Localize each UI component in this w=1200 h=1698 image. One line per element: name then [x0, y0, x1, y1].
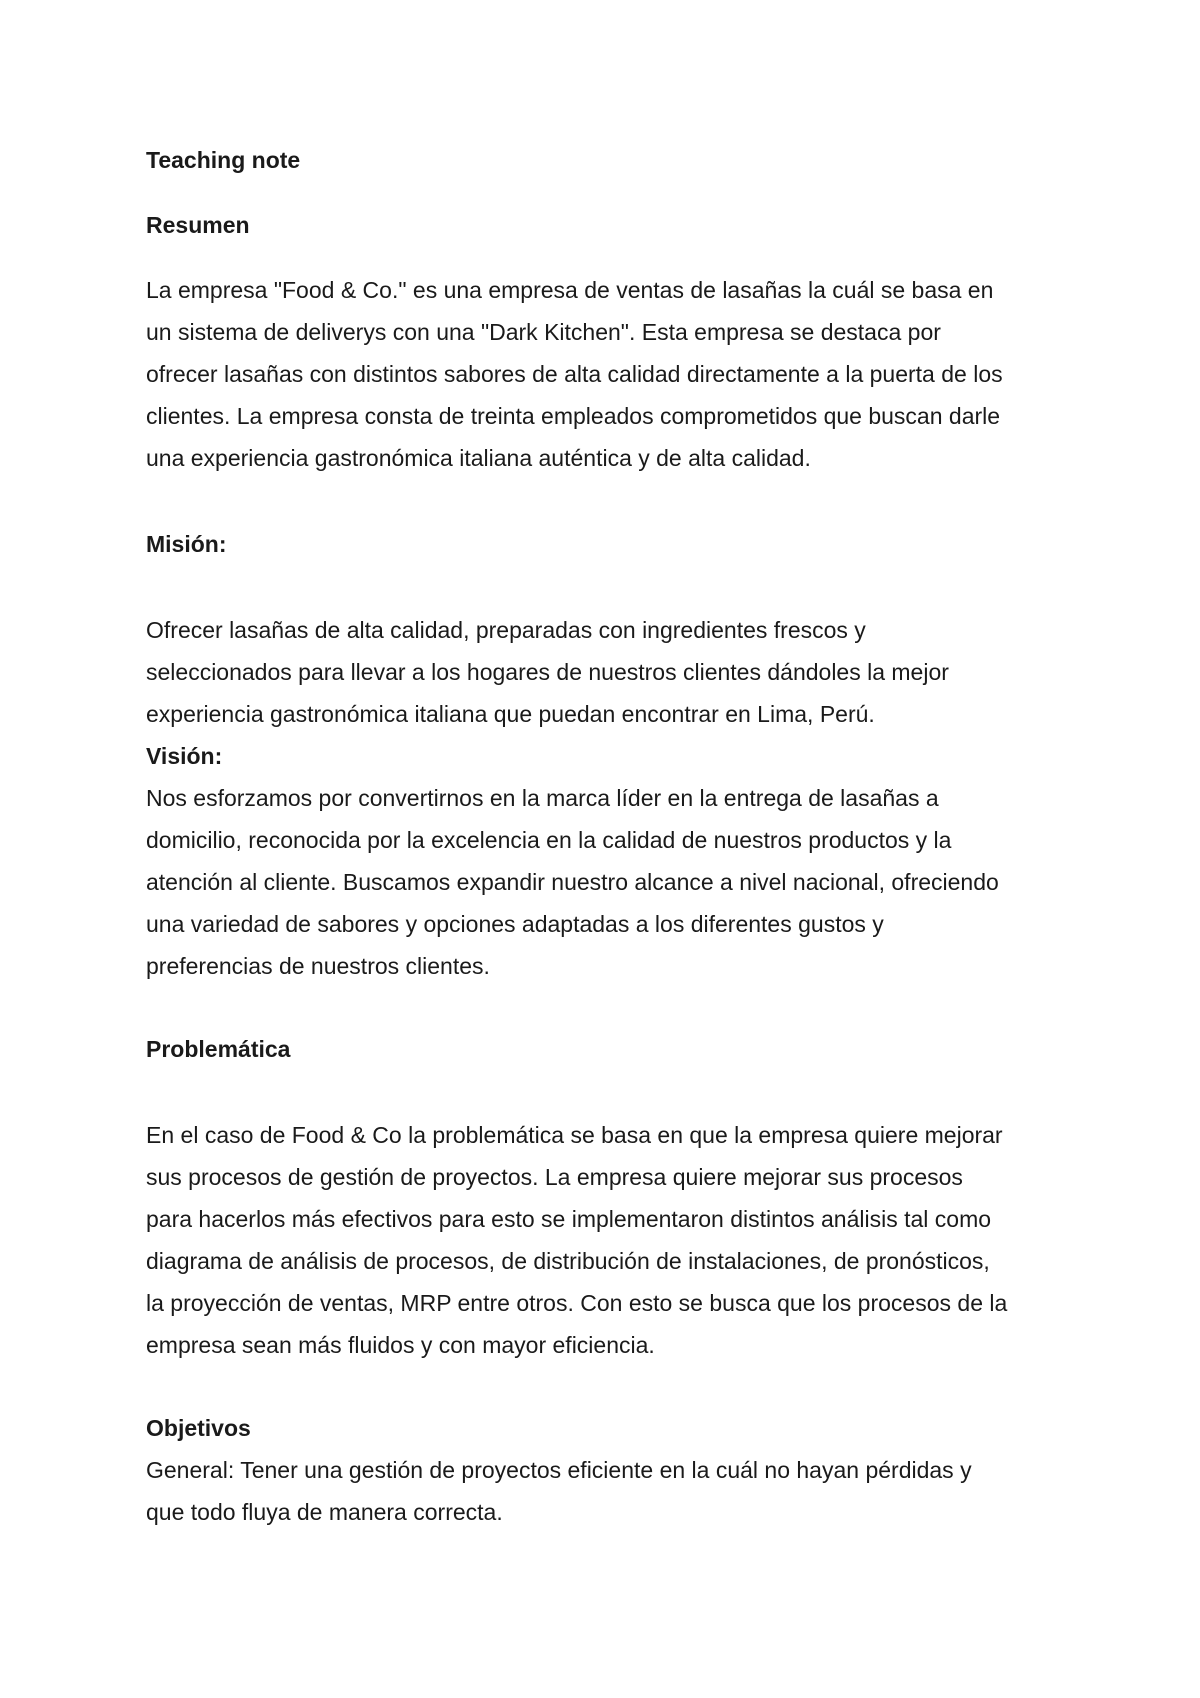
spacer [146, 1366, 1076, 1407]
spacer [146, 479, 1076, 523]
mision-paragraph: Ofrecer lasañas de alta calidad, preparadas con ingredientes frescos y seleccionados para llevar a los hogares de nuestros clientes dándoles la mejor experiencia gastronómica italiana que puedan encontrar en Lima, Perú. [146, 617, 949, 727]
problematica-paragraph: En el caso de Food & Co la problemática se basa en que la empresa quiere mejorar sus procesos de gestión de proyectos. La empresa quiere mejorar sus procesos para hacerlos más efectivos para esto se implementaron distintos análisis tal como diagrama de análisis de procesos, de distribución de instalaciones, de pronósticos, la proyección de ventas, MRP entre otros. Con esto se busca que los procesos de la empresa sean más fluidos y con mayor eficiencia. [146, 1122, 1008, 1358]
problematica-heading: Problemática [146, 1036, 291, 1062]
spacer [146, 565, 1076, 609]
vision-paragraph: Nos esforzamos por convertirnos en la marca líder en la entrega de lasañas a domicilio, reconocida por la excelencia en la calidad de nuestros productos y la atención al cliente. Buscamos expandir nuestro alcance a nivel nacional, ofreciendo una variedad de sabores y opciones adaptadas a los diferentes gustos y preferencias de nuestros clientes. [146, 785, 999, 979]
resumen-heading: Resumen [146, 212, 250, 238]
spacer [146, 246, 1076, 269]
mision-heading: Misión: [146, 531, 227, 557]
spacer [146, 987, 1076, 1028]
document-content [146, 139, 1076, 1533]
document-title: Teaching note [146, 147, 301, 173]
vision-heading: Visión: [146, 743, 223, 769]
objetivos-heading: Objetivos [146, 1415, 251, 1441]
resumen-paragraph: La empresa "Food & Co." es una empresa de ventas de lasañas la cuál se basa en un sistema de deliverys con una "Dark Kitchen". Esta empresa se destaca por ofrecer lasañas con distintos sabores de alta calidad directamente a la puerta de los clientes. La empresa consta de treinta empleados comprometidos que buscan darle una experiencia gastronómica italiana auténtica y de alta calidad. [146, 277, 1003, 471]
objetivos-general-paragraph: General: Tener una gestión de proyectos eficiente en la cuál no hayan pérdidas y que todo fluya de manera correcta. [146, 1457, 972, 1525]
spacer [146, 1070, 1076, 1114]
spacer [146, 181, 1076, 204]
